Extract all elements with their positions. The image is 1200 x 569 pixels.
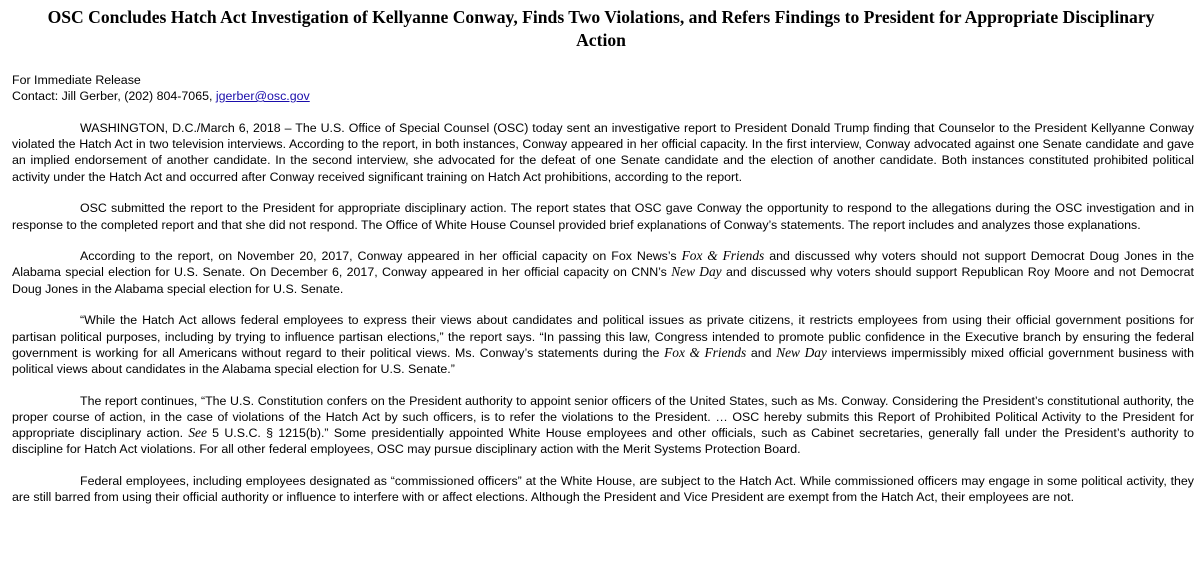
contact-line <box>12 88 1194 104</box>
release-notice: For Immediate Release <box>12 73 141 87</box>
paragraph-text: and <box>746 345 777 360</box>
paragraph-text: “While the Hatch Act allows federal employees to express their views about candidates and political issues as private citizens, it restricts employees from using their official government positions for partisan political purposes, including by trying to influence partisan elections,” the report says. “In passing this law, Congress intended to promote public confidence in the Executive branch by ensuring the federal government is working for all Americans without regard to their political views. Ms. Conway’s statements during the <box>12 313 1194 360</box>
show-title-fox-friends: Fox & Friends <box>681 248 765 264</box>
paragraph-federal-employees: Federal employees, including employees designated as “commissioned officers” at the White House, are subject to the Hatch Act. While commissioned officers may engage in some political activity, they are still barred from using their official authority or influence to interfere with or affect elections. Although the President and Vice President are exempt from the Hatch Act, their employees are not. <box>12 473 1194 505</box>
show-title-new-day: New Day <box>776 344 827 360</box>
paragraph-report-quote <box>12 312 1194 377</box>
paragraph-summary: WASHINGTON, D.C./March 6, 2018 – The U.S. Office of Special Counsel (OSC) today sent an investigative report to President Donald Trump finding that Counselor to the President Kellyanne Conway violated the Hatch Act in two television interviews. According to the report, in both instances, Conway appeared in her official capacity. In the first interview, Conway advocated against one Senate candidate and gave an implied endorsement of another candidate. In the second interview, she advocated for the defeat of one Senate candidate and the election of another candidate. Both instances constituted prohibited political activity under the Hatch Act and occurred after Conway received significant training on Hatch Act prohibitions, according to the report. <box>12 121 1194 184</box>
paragraph-text: According to the report, on November 20, 2017, Conway appeared in her official capacity on Fox News’s <box>80 249 682 264</box>
contact-email-link[interactable]: jgerber@osc.gov <box>215 89 310 103</box>
press-release-title: OSC Concludes Hatch Act Investigation of Kellyanne Conway, Finds Two Violations, and Refers Findings to President for Appropriate Disciplinary Action <box>47 7 1155 50</box>
contact-text: Contact: Jill Gerber, (202) 804-7065, <box>12 89 216 103</box>
paragraph-text: and discussed why voters should not support Democrat Doug Jones in the Alabama special election for U.S. Senate. On December 6, 2017, Conway appeared in her official capacity on CNN’s <box>12 249 1194 280</box>
paragraph-text: and discussed why voters should support Republican Roy Moore and not Democrat Doug Jones in the Alabama special election for U.S. Senate. <box>12 265 1194 296</box>
paragraph-report-submission: OSC submitted the report to the President for appropriate disciplinary action. The report states that OSC gave Conway the opportunity to respond to the allegations during the OSC investigation and in response to the completed report and that she did not respond. The Office of White House Counsel provided brief explanations of Conway’s statements. The report includes and analyzes those explanations. <box>12 201 1194 232</box>
paragraph-constitutional-authority <box>12 393 1194 458</box>
show-title-fox-friends: Fox & Friends <box>664 344 747 360</box>
release-meta <box>12 72 1194 104</box>
paragraph-interviews <box>12 248 1194 297</box>
paragraph-text: interviews impermissibly mixed official government business with political views about candidates in the Alabama special election for U.S. Senate.” <box>12 345 1195 376</box>
press-release-document <box>8 6 1194 505</box>
show-title-new-day: New Day <box>671 264 722 280</box>
citation-signal: See <box>188 425 207 441</box>
paragraph-text: 5 U.S.C. § 1215(b).” Some presidentially appointed White House employees and other officials, such as Cabinet secretaries, generally fall under the President’s authority to discipline for Hatch Act violations. For all other federal employees, OSC may pursue disciplinary action with the Merit Systems Protection Board. <box>12 426 1194 457</box>
paragraph-text: The report continues, “The U.S. Constitution confers on the President authority to appoint senior officers of the United States, such as Ms. Conway. Considering the President’s constitutional authority, the proper course of action, in the case of violations of the Hatch Act by such officers, is to refer the violations to the President. … OSC hereby submits this Report of Prohibited Political Activity to the President for appropriate disciplinary action. <box>12 393 1194 441</box>
